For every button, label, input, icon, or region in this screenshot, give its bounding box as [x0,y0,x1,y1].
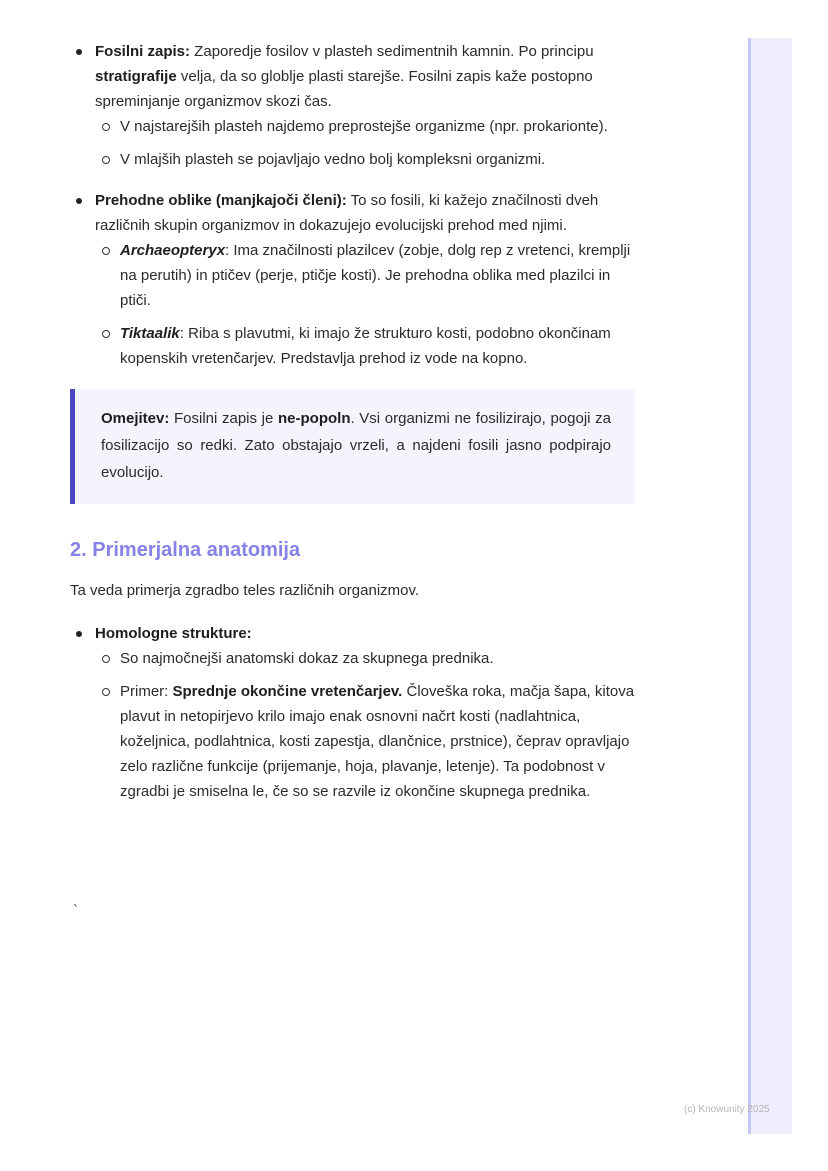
callout-text-a: Fosilni zapis je [169,410,278,427]
term-stratigraphy: stratigrafije [95,68,177,85]
example-text: Človeška roka, mačja šapa, kitova plavut in netopirjevo krilo imajo enak osnovni načrt kosti (nadlahtnica, koželjnica, podlahtnica, kosti zapestja, dlančnice, prstnice), čeprav opravljajo zelo različne funkcije (prijemanje, hoja, plavanje, letenje). Ta podobnost v zgradbi je smiselna le, če so se razvile iz okončine skupnega prednika. [120,683,635,800]
list-item-fossil-record [70,39,635,172]
fossil-record-text-a: Zaporedje fosilov v plasteh sedimentnih kamnin. Po principu [190,43,594,60]
list-item-homologous-structures [70,621,635,804]
transitional-forms-text: To so fosili, ki kažejo značilnosti dveh različnih skupin organizmov in dokazujejo evolucijski prehod med njimi. [95,192,599,234]
sub-item-oldest-layers: V najstarejših plasteh najdemo preprostejše organizme (npr. prokarionte). [95,114,635,139]
transitional-forms-sublist [95,238,635,371]
sub-item-strongest-evidence: So najmočnejši anatomski dokaz za skupnega prednika. [95,646,635,671]
fossil-list [70,39,635,371]
term-transitional-forms: Prehodne oblike (manjkajoči členi): [95,192,347,209]
archaeopteryx-text: : Ima značilnosti plazilcev (zobje, dolg rep z vretenci, kremplji na perutih) in ptičev (perje, ptičje kosti). Je prehodna oblika med plazilci in ptiči. [120,242,631,309]
anatomy-list [70,621,635,804]
tiktaalik-text: : Riba s plavutmi, ki imajo že strukturo kosti, podobno okončinam kopenskih vretenčarjev. Predstavlja prehod iz vode na kopno. [120,325,611,367]
limitation-callout [70,389,635,504]
sub-item-younger-layers: V mlajših plasteh se pojavljajo vedno bolj kompleksni organizmi. [95,147,635,172]
example-lead: Primer: [120,683,173,700]
fossil-record-text-b: velja, da so globlje plasti starejše. Fosilni zapis kaže postopno spreminjanje organizmov skozi čas. [95,68,593,110]
section-intro: Ta veda primerja zgradbo teles različnih organizmov. [70,582,420,599]
term-homologous-structures: Homologne strukture: [95,625,252,642]
callout-text-b: . Vsi organizmi ne fosilizirajo, pogoji za fosilizacijo so redki. Zato obstajajo vrzeli, a najdeni fosili jasno podpirajo evolucijo. [101,410,611,481]
term-forelimbs: Sprednje okončine vretenčarjev. [172,683,403,700]
sidebar-accent-line [748,38,751,1134]
page-content [70,39,635,812]
fossil-record-sublist [95,114,635,172]
copyright-footer: (c) Knowunity 2025 [684,1104,770,1115]
stray-mark: ` [73,902,78,919]
sub-item-archaeopteryx [95,238,635,313]
term-fossil-record: Fosilni zapis: [95,43,191,60]
term-incomplete: ne-popoln [278,410,351,427]
section-heading-comparative-anatomy: 2. Primerjalna anatomija [70,539,301,561]
sidebar-strip [748,38,792,1134]
sub-item-example-forelimbs [95,679,635,804]
homologous-sublist [95,646,635,804]
sub-item-tiktaalik [95,321,635,371]
list-item-transitional-forms [70,188,635,371]
term-limitation: Omejitev: [101,410,170,427]
term-tiktaalik: Tiktaalik [120,325,180,342]
term-archaeopteryx: Archaeopteryx [120,242,226,259]
